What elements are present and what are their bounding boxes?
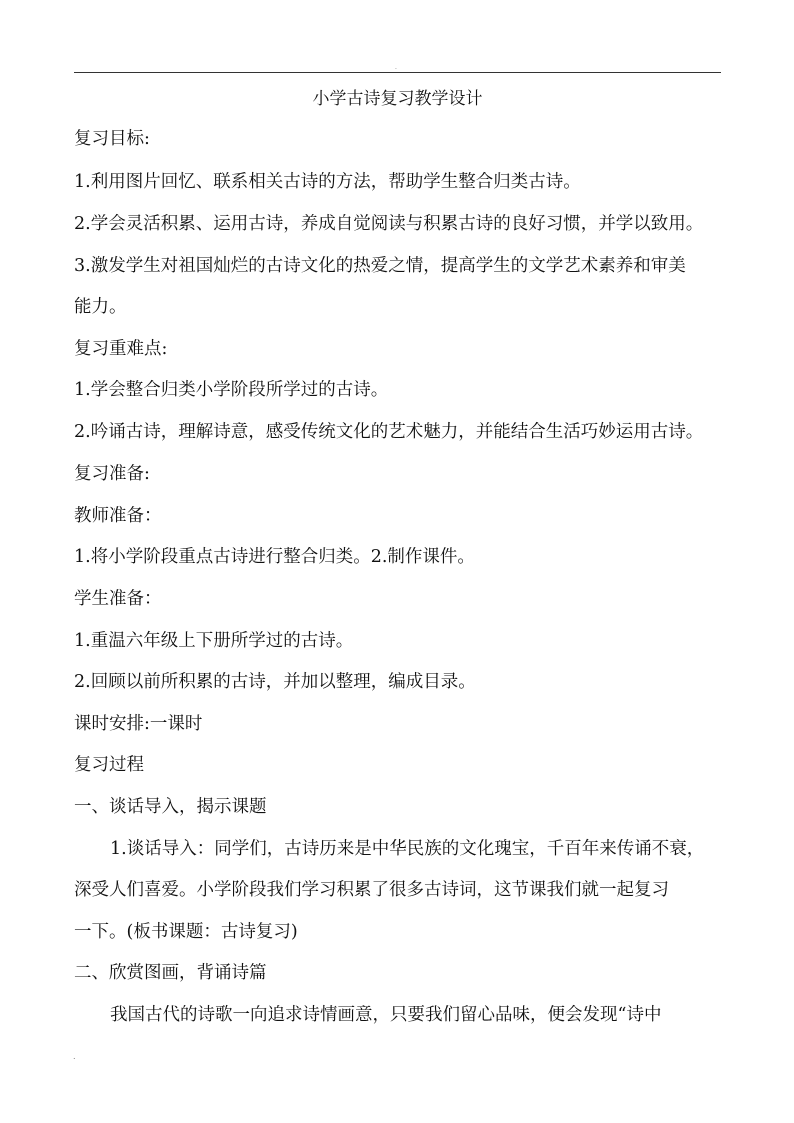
- teacher-prep-1: 1.将小学阶段重点古诗进行整合归类。2.制作课件。: [74, 547, 475, 567]
- student-prep-2: 2.回顾以前所积累的古诗，并加以整理，编成目录。: [74, 672, 476, 692]
- section-1-paragraph-line-2: 深受人们喜爱。小学阶段我们学习积累了很多古诗词，这节课我们就一起复习: [74, 880, 669, 900]
- header-dot: .: [395, 64, 397, 71]
- student-prep-heading: 学生准备：: [74, 589, 162, 609]
- process-heading: 复习过程: [74, 755, 144, 775]
- section-1-paragraph-line-1: 1.谈话导入：同学们，古诗历来是中华民族的文化瑰宝，千百年来传诵不衰，: [110, 839, 705, 859]
- section-2-heading: 二、欣赏图画，背诵诗篇: [74, 963, 267, 983]
- goals-heading: 复习目标:: [74, 129, 150, 149]
- section-1-heading: 一、谈话导入，揭示课题: [74, 797, 267, 817]
- schedule: 课时安排:一课时: [74, 714, 203, 734]
- footer-dot: .: [73, 1052, 76, 1061]
- section-2-paragraph-line-1: 我国古代的诗歌一向追求诗情画意，只要我们留心品味，便会发现“诗中: [110, 1005, 662, 1025]
- goal-2: 2.学会灵活积累、运用古诗，养成自觉阅读与积累古诗的良好习惯，并学以致用。: [74, 214, 704, 234]
- goal-3-line-2: 能力。: [74, 297, 127, 317]
- document-title: 小学古诗复习教学设计: [312, 89, 483, 109]
- teacher-prep-heading: 教师准备：: [74, 506, 162, 526]
- key-1: 1.学会整合归类小学阶段所学过的古诗。: [74, 380, 389, 400]
- key-heading: 复习重难点:: [74, 339, 168, 359]
- student-prep-1: 1.重温六年级上下册所学过的古诗。: [74, 631, 354, 651]
- key-2: 2.吟诵古诗，理解诗意，感受传统文化的艺术魅力，并能结合生活巧妙运用古诗。: [74, 422, 704, 442]
- prep-heading: 复习准备:: [74, 464, 150, 484]
- header-rule: [74, 72, 721, 73]
- section-1-paragraph-line-3: 一下。(板书课题：古诗复习): [74, 922, 298, 942]
- goal-1: 1.利用图片回忆、联系相关古诗的方法，帮助学生整合归类古诗。: [74, 172, 581, 192]
- goal-3-line-1: 3.激发学生对祖国灿烂的古诗文化的热爱之情，提高学生的文学艺术素养和审美: [74, 256, 686, 276]
